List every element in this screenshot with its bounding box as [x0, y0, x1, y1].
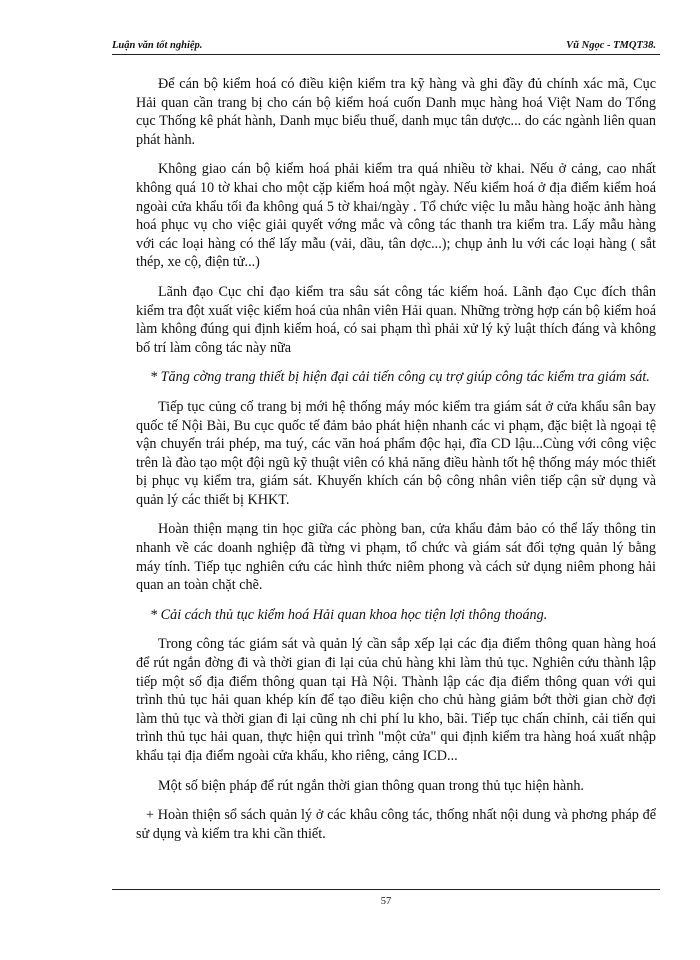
- page-header: [112, 38, 660, 55]
- page-body: [136, 75, 656, 854]
- paragraph-clearance-time: Một số biện pháp để rút ngắn thời gian thông quan trong thủ tục hiện hành.: [158, 777, 584, 794]
- header-author: Vũ Ngọc - TMQT38.: [566, 40, 656, 51]
- paragraph-leadership-oversight: Lãnh đạo Cục chỉ đạo kiểm tra sâu sát công tác kiểm hoá. Lãnh đạo Cục đích thân kiểm tra đột xuất việc kiểm hoá của nhân viên Hải quan. Những trờng hợp cán bộ kiểm hoá làm không đúng qui định kiểm hoá, có sai phạm thì phải xử lý kỷ luật thích đáng và không bố trí làm công tác này nữa: [136, 283, 656, 356]
- page-footer: [112, 889, 660, 907]
- paragraph-equipment-upgrade: Tiếp tục củng cố trang bị mới hệ thống máy móc kiểm tra giám sát ở cửa khẩu sân bay quốc tế Nội Bài, Bu cục quốc tế đảm bảo phát hiện nhanh các vi phạm, đặc biệt là ngoại tệ vận chuyển trái phép, ma tuý, các văn hoá phẩm độc hại, đĩa CD lậu...Cùng với công việc trên là đào tạo một đội ngũ kỹ thuật viên có khả năng điều hành tốt hệ thống máy móc thiết bị phục vụ kiểm tra, giám sát. Khuyến khích cán bộ công nhân viên tiếp cận sử dụng và quản lý các thiết bị KHKT.: [136, 398, 656, 508]
- paragraph-records-management: + Hoàn thiện sổ sách quản lý ở các khâu công tác, thống nhất nội dung và phơng pháp để sử dụng và kiểm tra khi cần thiết.: [136, 807, 656, 842]
- section-heading-procedure-reform: * Cải cách thủ tục kiểm hoá Hải quan khoa học tiện lợi thông thoáng.: [150, 606, 548, 623]
- page-number: 57: [380, 896, 392, 907]
- paragraph-clearance-locations: Trong công tác giám sát và quản lý cần sắp xếp lại các địa điểm thông quan hàng hoá để rút ngắn đờng đi và thời gian đi lại của chủ hàng khi làm thủ tục. Nghiên cứu thành lập tiếp một số địa điểm thông quan tại Hà Nội. Thành lập các địa điểm thông quan với qui trình thủ tục hải quan khép kín để tạo điều kiện cho chủ hàng giảm bớt thời gian chờ đợi làm thủ tục và thời gian đi lại cũng nh chi phí lu kho, bãi. Tiếp tục chấn chỉnh, cải tiến qui trình thủ tục hải quan, thực hiện qui trình "một cửa" qui định kiểm tra hàng hoá xuất nhập khẩu tại địa điểm ngoài cửa khẩu, kho riêng, cảng ICD...: [136, 636, 656, 764]
- header-thesis-title: Luận văn tốt nghiệp.: [112, 40, 203, 51]
- section-heading-equipment: * Tăng cờng trang thiết bị hiện đại cải tiến công cụ trợ giúp công tác kiểm tra giám sát.: [150, 369, 650, 386]
- paragraph-declaration-limit: Không giao cán bộ kiểm hoá phải kiểm tra quá nhiều tờ khai. Nếu ở cảng, cao nhất không quá 10 tờ khai cho một cặp kiểm hoá một ngày. Nếu kiểm hoá ở địa điểm kiểm hoá ngoài cửa khẩu tối đa không quá 5 tờ khai/ngày . Tổ chức việc lu mẫu hàng hoặc ảnh hàng hoá phục vụ cho việc giải quyết vớng mắc và công tác thanh tra kiểm tra. Lấy mẫu hàng với các loại hàng có thể lấy mẫu (vải, dầu, tân dợc...); chụp ảnh lu với các loại hàng ( sắt thép, xe cộ, điện tử...): [136, 161, 656, 271]
- paragraph-it-network: Hoàn thiện mạng tin học giữa các phòng ban, cửa khẩu đảm bảo có thể lấy thông tin nhanh về các doanh nghiệp đã từng vi phạm, tổ chức và giám sát đối tợng quản lý bằng máy tính. Tiếp tục nghiên cứu các hình thức niêm phong và cách sử dụng niêm phong hải quan an toàn chặt chẽ.: [136, 521, 656, 594]
- paragraph-inspection-catalog: Để cán bộ kiểm hoá có điều kiện kiểm tra kỹ hàng và ghi đầy đủ chính xác mã, Cục Hải quan cần trang bị cho cán bộ kiểm hoá cuốn Danh mục hàng hoá Việt Nam do Tổng cục Thống kê phát hành, Danh mục biểu thuế, danh mục tân dược... do các ngành liên quan phát hành.: [136, 76, 656, 148]
